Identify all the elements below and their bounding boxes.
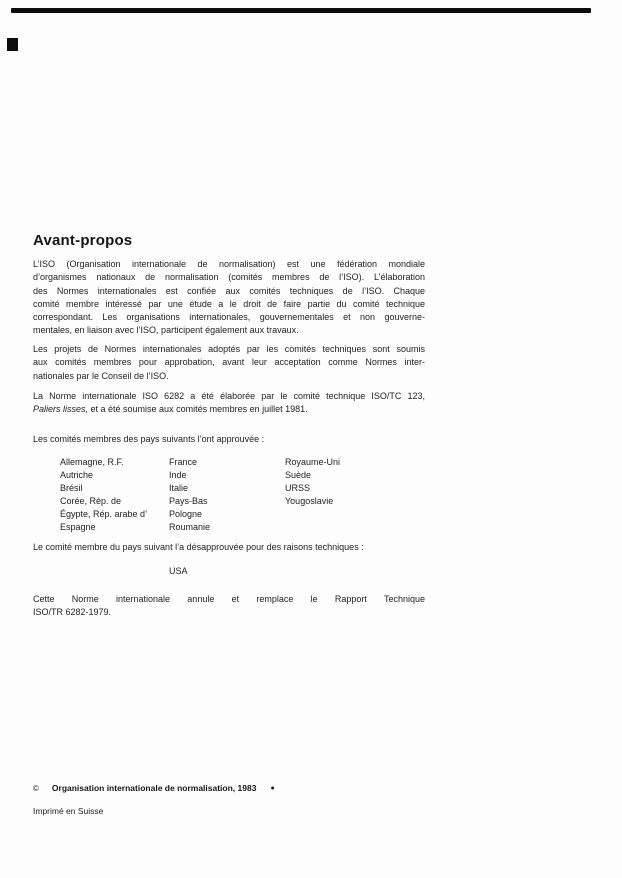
country-name: Espagne bbox=[60, 522, 96, 532]
paragraph-iso-description bbox=[33, 258, 425, 338]
approved-countries-col3 bbox=[285, 456, 340, 508]
paragraph-line-rest: et a été soumise aux comités membres en juillet 1981. bbox=[88, 404, 308, 415]
paragraph-line: d’organismes nationaux de normalisation (comités membres de l’ISO). L’élaboration bbox=[33, 272, 425, 283]
country-name: Égypte, Rép. arabe d’ bbox=[60, 509, 148, 519]
scan-bar-artifact bbox=[11, 8, 591, 13]
country-name: Autriche bbox=[60, 470, 94, 480]
paragraph-line: ISO/TR 6282-1979. bbox=[33, 607, 112, 618]
country-name: Brésil bbox=[60, 483, 83, 493]
country-name: France bbox=[169, 457, 198, 467]
paragraph-draft-process bbox=[33, 343, 425, 383]
standard-title-italic: Paliers lisses, bbox=[33, 404, 89, 415]
country-name: Suède bbox=[285, 470, 312, 480]
scan-blob-artifact bbox=[7, 38, 18, 51]
country-name: Roumanie bbox=[169, 522, 211, 532]
paragraph-line: La Norme internationale ISO 6282 a été élaborée par le comité technique ISO/TC 123, bbox=[33, 391, 425, 401]
paragraph-line: Les projets de Normes internationales adoptés par les comités techniques sont soumis bbox=[33, 344, 425, 354]
country-name: Italie bbox=[169, 483, 189, 493]
approved-countries-col2 bbox=[169, 456, 210, 534]
paragraph-line: des Normes internationales est confiée aux comités techniques de l’ISO. Chaque bbox=[33, 285, 425, 296]
paragraph-standard-origin bbox=[33, 390, 425, 417]
copyright-line bbox=[33, 783, 275, 793]
copyright-icon: © bbox=[33, 783, 39, 793]
bullet-icon: ● bbox=[270, 784, 275, 792]
paragraph-line: Cette Norme internationale annule et remplace le Rapport Technique bbox=[33, 594, 425, 604]
country-name: Pays-Bas bbox=[169, 496, 208, 506]
approved-countries-col1 bbox=[60, 456, 147, 534]
paragraph-line: comité membre intéressé par une étude a le droit de faire partie du comité technique bbox=[33, 298, 425, 309]
paragraph-line: aux comités membres pour approbation, avant leur acceptation comme Normes inter- bbox=[33, 357, 425, 368]
foreword-heading: Avant-propos bbox=[33, 232, 133, 249]
paragraph-line: correspondant. Les organisations internationales, gouvernementales et non gouverne- bbox=[33, 312, 425, 323]
replacement-paragraph bbox=[33, 593, 425, 620]
paragraph-line bbox=[33, 403, 425, 416]
copyright-text: Organisation internationale de normalisation, 1983 bbox=[51, 783, 257, 793]
country-name: Inde bbox=[169, 470, 187, 480]
country-name: Royaume-Uni bbox=[285, 457, 341, 467]
paragraph-line: nationales par le Conseil de l’ISO. bbox=[33, 370, 169, 381]
country-name: Corée, Rép. de bbox=[60, 496, 122, 506]
paragraph-line: mentales, en liaison avec l’ISO, participent également aux travaux. bbox=[33, 325, 299, 336]
printed-in-line: Imprimé en Suisse bbox=[33, 806, 104, 816]
country-name: Yougoslavie bbox=[285, 496, 334, 506]
country-name: URSS bbox=[285, 483, 311, 493]
country-name: Pologne bbox=[169, 509, 203, 519]
paragraph-line: L’ISO (Organisation internationale de normalisation) est une fédération mondiale bbox=[33, 259, 425, 269]
approved-intro: Les comités membres des pays suivants l’ont approuvée : bbox=[33, 434, 265, 444]
country-name: Allemagne, R.F. bbox=[60, 457, 124, 467]
disapproved-intro: Le comité membre du pays suivant l’a désapprouvée pour des raisons techniques : bbox=[33, 542, 364, 552]
disapproved-country: USA bbox=[169, 566, 188, 576]
